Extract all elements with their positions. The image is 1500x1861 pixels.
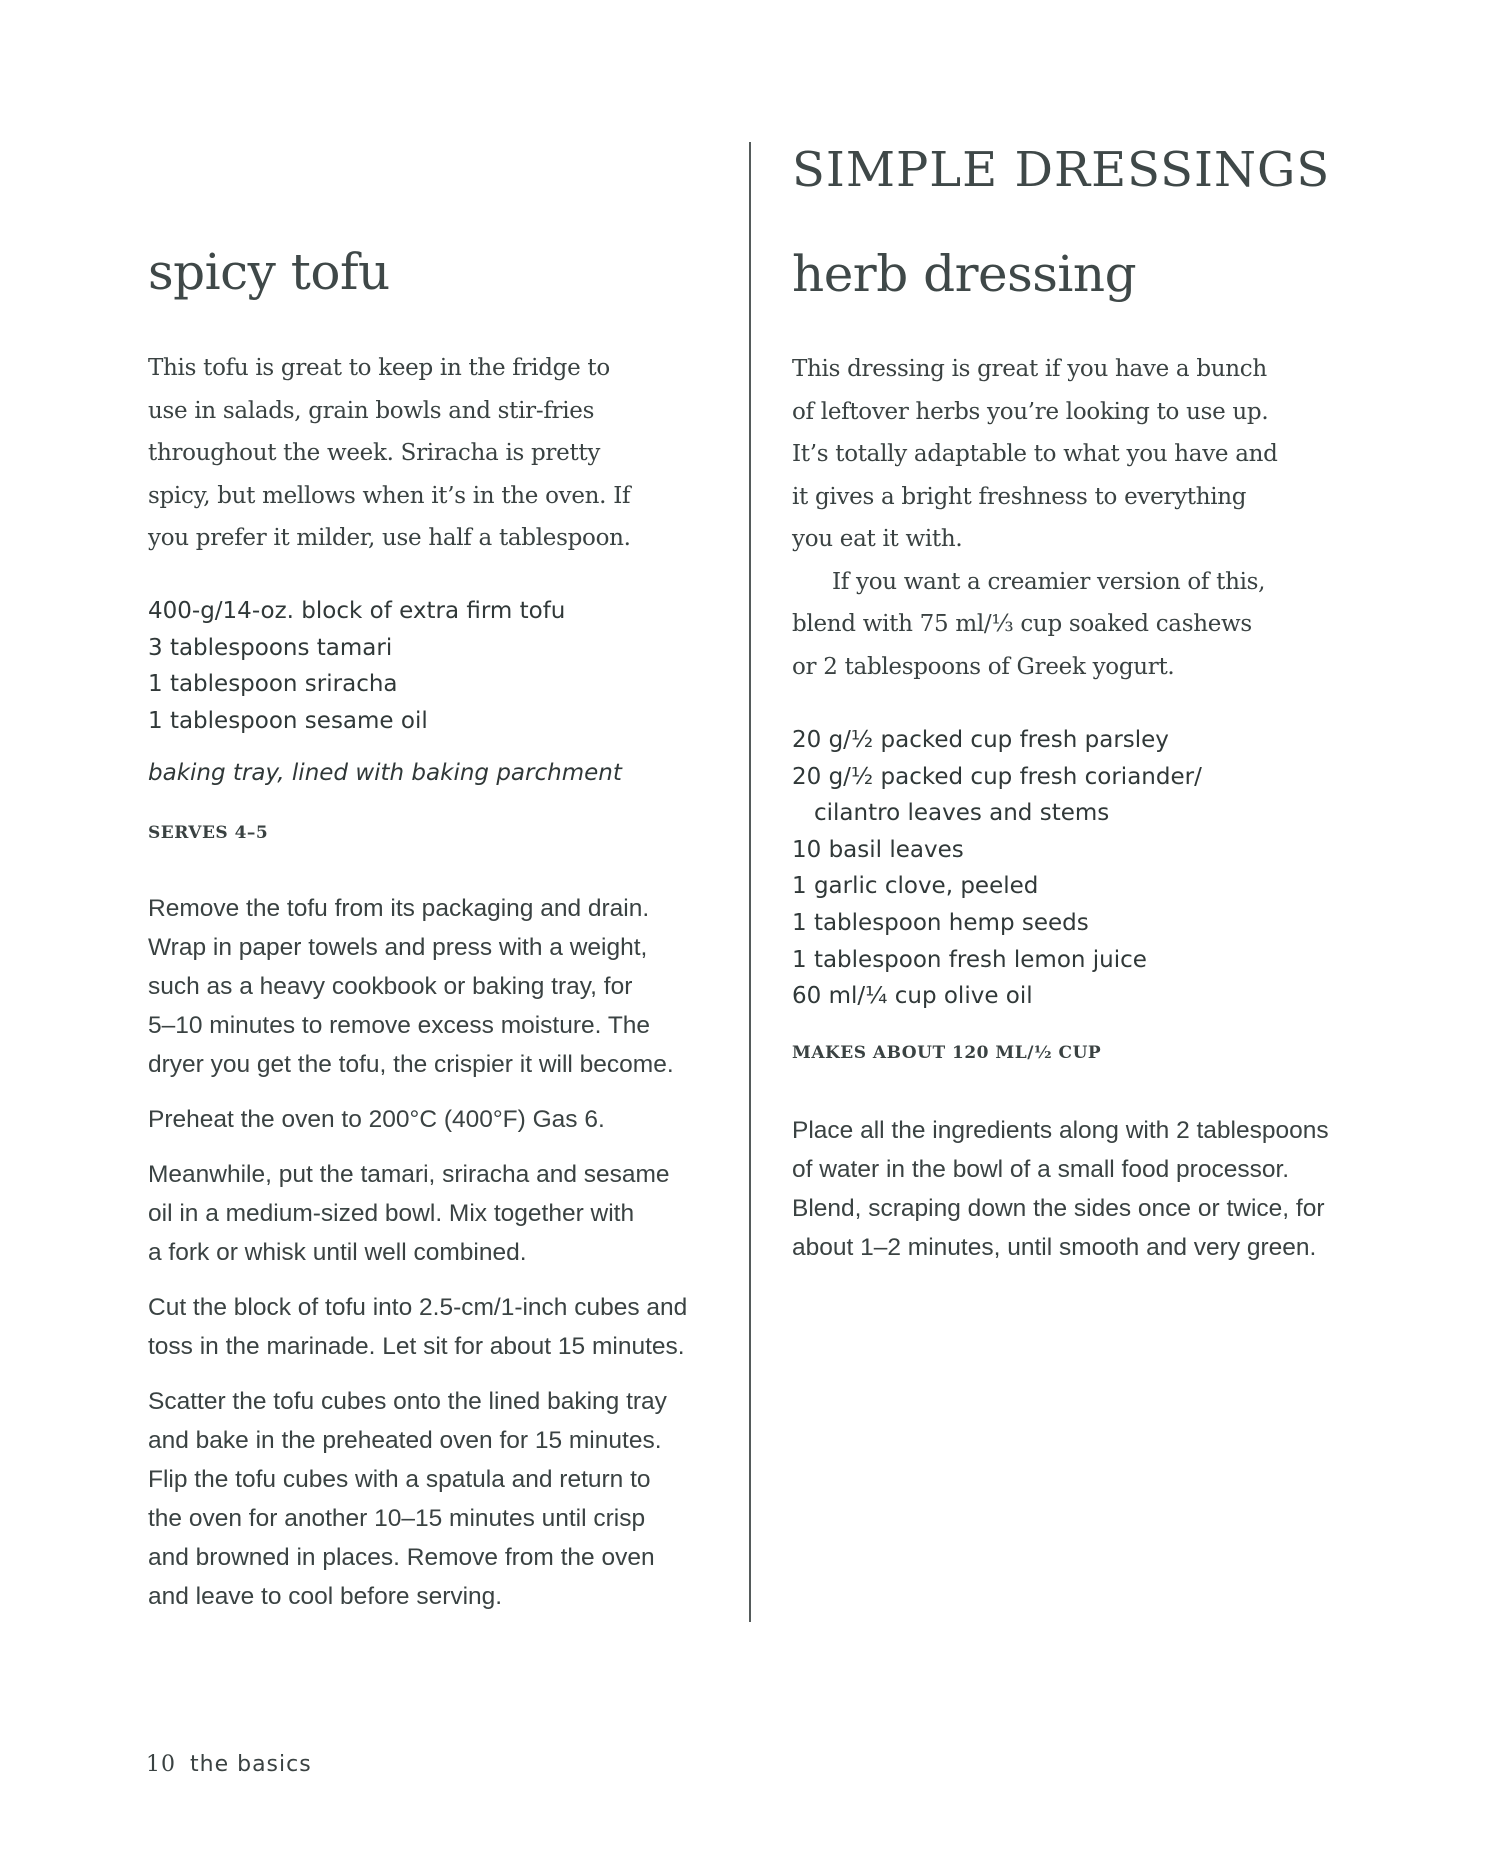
method-line: and browned in places. Remove from the oven: [148, 1544, 655, 1571]
intro-line: of leftover herbs you’re looking to use up.: [792, 398, 1269, 425]
method-step: [148, 1382, 748, 1616]
method-step: [792, 1111, 1412, 1267]
column-divider: [749, 142, 751, 1622]
intro-line: This tofu is great to keep in the fridge to: [148, 355, 610, 381]
method-line: a fork or whisk until well combined.: [148, 1239, 527, 1266]
ingredient-item-continued: cilantro leaves and stems: [814, 800, 1110, 827]
method-line: such as a heavy cookbook or baking tray, for: [148, 973, 633, 1000]
recipe-intro: [148, 347, 708, 560]
ingredient-item: 60 ml/¼ cup olive oil: [792, 983, 1033, 1010]
section-name: the basics: [190, 1752, 312, 1777]
method-line: Preheat the oven to 200°C (400°F) Gas 6.: [148, 1106, 605, 1133]
method-line: Scatter the tofu cubes onto the lined baking tray: [148, 1388, 667, 1415]
method-step: [148, 1155, 748, 1272]
intro-line: you eat it with.: [792, 526, 963, 552]
ingredient-item: 1 tablespoon sriracha: [148, 671, 398, 698]
ingredient-item: 3 tablespoons tamari: [148, 634, 393, 661]
ingredient-item: 20 g/½ packed cup fresh coriander/: [792, 763, 1202, 790]
method-line: Meanwhile, put the tamari, sriracha and sesame: [148, 1161, 670, 1188]
method-line: toss in the marinade. Let sit for about 15 minutes.: [148, 1333, 685, 1360]
yield-label: MAKES ABOUT 120 ML/½ CUP: [792, 1043, 1102, 1063]
page-footer: [146, 1752, 312, 1777]
recipe-title: spicy tofu: [148, 243, 390, 301]
ingredient-list: [792, 722, 1202, 1015]
ingredient-item: 1 garlic clove, peeled: [792, 873, 1039, 900]
intro-line: use in salads, grain bowls and stir-fries: [148, 397, 595, 424]
intro-line: If you want a creamier version of this,: [832, 568, 1266, 595]
method-line: Blend, scraping down the sides once or twice, for: [792, 1195, 1325, 1222]
intro-line: This dressing is great if you have a bunch: [792, 356, 1267, 382]
intro-line: spicy, but mellows when it’s in the oven. If: [148, 482, 631, 509]
ingredient-item: 10 basil leaves: [792, 836, 964, 863]
method-line: Cut the block of tofu into 2.5-cm/1-inch cubes and: [148, 1294, 688, 1321]
method-line: 5–10 minutes to remove excess moisture. The: [148, 1012, 651, 1039]
method-line: about 1–2 minutes, until smooth and very green.: [792, 1234, 1317, 1261]
intro-line: you prefer it milder, use half a tablespoon.: [148, 525, 631, 551]
method-line: Place all the ingredients along with 2 tablespoons: [792, 1117, 1329, 1144]
method-line: Wrap in paper towels and press with a weight,: [148, 934, 648, 961]
intro-line: it gives a bright freshness to everything: [792, 483, 1247, 510]
page-number: 10: [146, 1752, 176, 1777]
intro-line: blend with 75 ml/⅓ cup soaked cashews: [792, 611, 1252, 637]
method-line: oil in a medium-sized bowl. Mix together with: [148, 1200, 635, 1227]
method-line: the oven for another 10–15 minutes until crisp: [148, 1505, 646, 1532]
method-line: Remove the tofu from its packaging and drain.: [148, 895, 650, 922]
section-title: SIMPLE DRESSINGS: [792, 142, 1331, 198]
method-line: dryer you get the tofu, the crispier it will become.: [148, 1051, 674, 1078]
intro-line: throughout the week. Sriracha is pretty: [148, 440, 601, 466]
ingredient-item: 1 tablespoon hemp seeds: [792, 909, 1089, 936]
method-line: of water in the bowl of a small food processor.: [792, 1156, 1290, 1183]
yield-label: SERVES 4–5: [148, 823, 269, 843]
method-line: and bake in the preheated oven for 15 minutes.: [148, 1427, 662, 1454]
method-step: [148, 1288, 748, 1366]
method-steps: [792, 1111, 1412, 1283]
method-step: [148, 889, 748, 1084]
recipe-title: herb dressing: [792, 245, 1137, 303]
equipment-note: baking tray, lined with baking parchment: [148, 760, 622, 786]
ingredient-item: 400-g/14-oz. block of extra firm tofu: [148, 598, 566, 624]
intro-line: It’s totally adaptable to what you have and: [792, 441, 1278, 467]
method-line: and leave to cool before serving.: [148, 1583, 503, 1610]
ingredient-item: 1 tablespoon sesame oil: [148, 707, 428, 734]
method-step: [148, 1100, 748, 1139]
method-steps: [148, 889, 748, 1632]
ingredient-item: 1 tablespoon fresh lemon juice: [792, 946, 1147, 973]
intro-line: or 2 tablespoons of Greek yogurt.: [792, 653, 1175, 680]
ingredient-list: [148, 593, 565, 739]
ingredient-item: 20 g/½ packed cup fresh parsley: [792, 727, 1169, 753]
method-line: Flip the tofu cubes with a spatula and return to: [148, 1466, 651, 1493]
recipe-intro: [792, 348, 1382, 688]
